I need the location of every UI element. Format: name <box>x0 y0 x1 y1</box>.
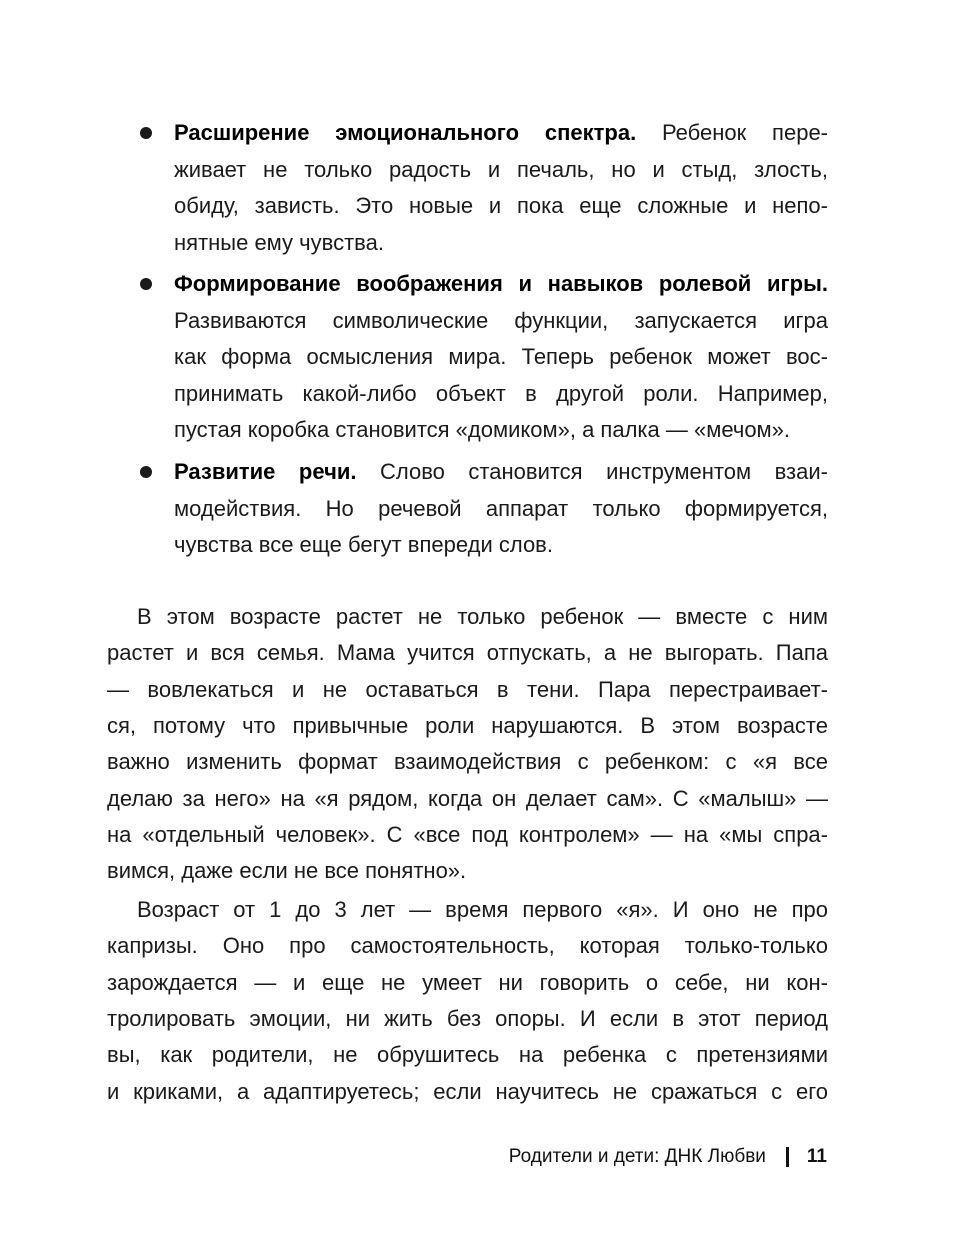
bullet-line: живает не только радость и печаль, но и стыд, злость, <box>174 156 828 182</box>
bullet-line: как форма осмысления мира. Теперь ребенок может вос- <box>174 344 828 369</box>
bullet-line: нятные ему чувства. <box>174 229 384 255</box>
bullet-first-line <box>174 266 828 302</box>
running-footer <box>509 1144 827 1170</box>
paragraph-line: капризы. Оно про самостоятельность, которая только-только <box>107 933 828 959</box>
bullet-line: обиду, зависть. Это новые и пока еще сложные и непо- <box>174 193 828 218</box>
bullet-text: Ребенок пере- <box>636 120 829 145</box>
paragraph-line: В этом возрасте растет не только ребенок — вместе с ним <box>137 604 828 629</box>
bullet-line: Развиваются символические функции, запускается игра <box>174 307 828 333</box>
footer-book-title: Родители и дети: ДНК Любви <box>508 1146 766 1167</box>
bullet-icon <box>140 278 152 290</box>
bullet-line: модействия. Но речевой аппарат только формируется, <box>174 495 828 521</box>
paragraph-line: и криками, а адаптируетесь; если научитесь не сражаться с его <box>107 1078 828 1104</box>
bullet-first-line <box>174 115 828 151</box>
paragraph-line: на «отдельный человек». С «все под контролем» — на «мы спра- <box>107 821 828 847</box>
footer-divider <box>786 1147 789 1167</box>
bullet-line: чувства все еще бегут впереди слов. <box>174 532 553 557</box>
bullet-line: принимать какой-либо объект в другой роли. Например, <box>174 380 828 406</box>
paragraph-line: важно изменить формат взаимодействия с ребенком: с «я все <box>107 749 828 775</box>
bullet-icon <box>140 127 152 139</box>
paragraph-line: вимся, даже если не все понятно». <box>107 858 467 884</box>
paragraph-line: Возраст от 1 до 3 лет — время первого «я». И оно не про <box>137 897 828 922</box>
paragraph-line: тролировать эмоции, ни жить без опоры. И если в этот период <box>107 1005 828 1031</box>
paragraph-line: растет и вся семья. Мама учится отпускать, а не выгорать. Папа <box>107 640 828 666</box>
paragraph-line: зарождается — и еще не умеет ни говорить о себе, ни кон- <box>107 969 828 995</box>
paragraph-line: вы, как родители, не обрушитесь на ребенка с претензиями <box>107 1042 828 1068</box>
bullet-first-line <box>174 454 828 490</box>
bullet-line: пустая коробка становится «домиком», а палка — «мечом». <box>174 417 791 442</box>
bullet-icon <box>140 466 152 478</box>
paragraph-line: ся, потому что привычные роли нарушаются. В этом возрасте <box>107 712 828 738</box>
bullet-heading: Развитие речи. <box>174 459 357 484</box>
bullet-heading: Расширение эмоционального спектра. <box>174 120 637 145</box>
page-number: 11 <box>806 1146 827 1167</box>
paragraph-line: делаю за него» на «я рядом, когда он делает сам». С «малыш» — <box>107 785 828 811</box>
bullet-text: Слово становится инструментом взаи- <box>356 459 828 484</box>
bullet-heading: Формирование воображения и навыков ролевой игры. <box>174 271 828 296</box>
paragraph-line: — вовлекаться и не оставаться в тени. Пара перестраивает- <box>107 676 828 702</box>
